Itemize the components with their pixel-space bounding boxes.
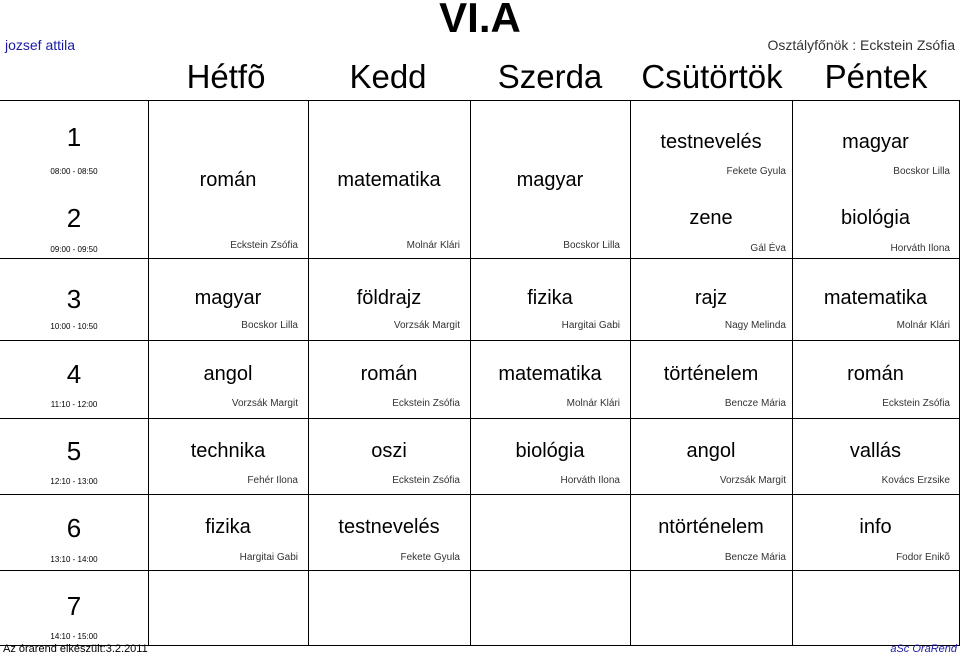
lesson-subject: matematika bbox=[337, 169, 441, 191]
lesson-subject: testnevelés bbox=[338, 516, 440, 538]
lesson-teacher: Bencze Mária bbox=[724, 398, 786, 409]
lesson-teacher: Hargitai Gabi bbox=[239, 552, 298, 563]
lesson-teacher: Fekete Gyula bbox=[726, 166, 786, 177]
lesson-subject: magyar bbox=[194, 287, 262, 309]
lesson-teacher: Bocskor Lilla bbox=[241, 320, 298, 331]
lesson-teacher: Eckstein Zsófia bbox=[882, 398, 950, 409]
lesson-subject: román bbox=[360, 363, 418, 385]
lesson-teacher: Eckstein Zsófia bbox=[392, 475, 460, 486]
period-time: 10:00 - 10:50 bbox=[50, 322, 98, 331]
period-time: 11:10 - 12:00 bbox=[50, 400, 98, 409]
class-title: VI.A bbox=[439, 0, 521, 41]
lesson-subject: román bbox=[847, 363, 904, 385]
lesson-subject: ntörténelem bbox=[658, 516, 764, 538]
day-header-wednesday: Szerda bbox=[497, 58, 603, 95]
day-header-thursday: Csütörtök bbox=[641, 58, 783, 95]
lesson-teacher: Hargitai Gabi bbox=[561, 320, 620, 331]
lesson-subject: román bbox=[199, 169, 257, 191]
lesson-subject: technika bbox=[190, 440, 266, 462]
lesson-teacher: Vorzsák Margit bbox=[393, 320, 460, 331]
lesson-subject: info bbox=[859, 516, 892, 538]
lesson-subject: fizika bbox=[205, 516, 251, 538]
lesson-teacher: Fehér Ilona bbox=[247, 475, 298, 486]
form-teacher: Osztályfőnök : Eckstein Zsófia bbox=[767, 37, 955, 53]
lesson-teacher: Vorzsák Margit bbox=[719, 475, 786, 486]
lesson-subject: oszi bbox=[371, 440, 407, 462]
lesson-teacher: Vorzsák Margit bbox=[231, 398, 298, 409]
period-time: 13:10 - 14:00 bbox=[50, 555, 98, 564]
generated-date: Az órarend elkészült:3.2.2011 bbox=[3, 643, 148, 655]
period-time: 08:00 - 08:50 bbox=[50, 167, 98, 176]
lesson-subject: földrajz bbox=[356, 287, 422, 309]
lesson-teacher: Bocskor Lilla bbox=[893, 166, 950, 177]
lesson-subject: fizika bbox=[527, 287, 573, 309]
lesson-teacher: Eckstein Zsófia bbox=[392, 398, 460, 409]
lesson-teacher: Horváth Ilona bbox=[890, 243, 950, 254]
period-number: 3 bbox=[66, 284, 82, 314]
period-number: 4 bbox=[66, 359, 82, 389]
lesson-teacher: Kovács Erzsike bbox=[881, 475, 950, 486]
teacher-name: jozsef attila bbox=[5, 37, 76, 53]
day-header-tuesday: Kedd bbox=[349, 58, 427, 95]
lesson-subject: testnevelés bbox=[660, 131, 762, 153]
lesson-subject: matematika bbox=[823, 287, 928, 309]
lesson-subject: zene bbox=[689, 207, 733, 229]
period-number: 2 bbox=[66, 203, 82, 233]
lesson-subject: biológia bbox=[515, 440, 585, 462]
lesson-subject: vallás bbox=[849, 440, 902, 462]
lesson-subject: történelem bbox=[663, 363, 759, 385]
lesson-subject: biológia bbox=[841, 207, 910, 229]
lesson-teacher: Horváth Ilona bbox=[560, 475, 620, 486]
lesson-subject: angol bbox=[203, 363, 253, 385]
day-header-monday: Hétfõ bbox=[186, 58, 266, 95]
day-header-friday: Péntek bbox=[824, 58, 928, 95]
lesson-teacher: Fodor Enikõ bbox=[896, 552, 950, 563]
lesson-subject: magyar bbox=[842, 131, 909, 153]
period-number: 6 bbox=[66, 513, 82, 543]
period-number: 5 bbox=[66, 436, 82, 466]
period-time: 09:00 - 09:50 bbox=[50, 245, 98, 254]
period-time: 12:10 - 13:00 bbox=[50, 477, 98, 486]
period-number: 1 bbox=[66, 122, 82, 152]
lesson-teacher: Molnár Klári bbox=[566, 398, 620, 409]
period-number: 7 bbox=[66, 591, 82, 621]
lesson-teacher: Fekete Gyula bbox=[400, 552, 460, 563]
lesson-teacher: Molnár Klári bbox=[896, 320, 950, 331]
lesson-subject: matematika bbox=[498, 363, 602, 385]
software-credit[interactable]: aSc OraRend bbox=[890, 643, 957, 655]
lesson-subject: angol bbox=[686, 440, 736, 462]
period-time: 14:10 - 15:00 bbox=[50, 632, 98, 641]
lesson-teacher: Bocskor Lilla bbox=[563, 240, 620, 251]
lesson-teacher: Eckstein Zsófia bbox=[230, 240, 298, 251]
lesson-teacher: Bencze Mária bbox=[724, 552, 786, 563]
lesson-teacher: Molnár Klári bbox=[406, 240, 460, 251]
lesson-subject: magyar bbox=[516, 169, 584, 191]
lesson-teacher: Nagy Melinda bbox=[724, 320, 786, 331]
lesson-subject: rajz bbox=[694, 287, 728, 309]
lesson-teacher: Gál Éva bbox=[750, 243, 786, 254]
